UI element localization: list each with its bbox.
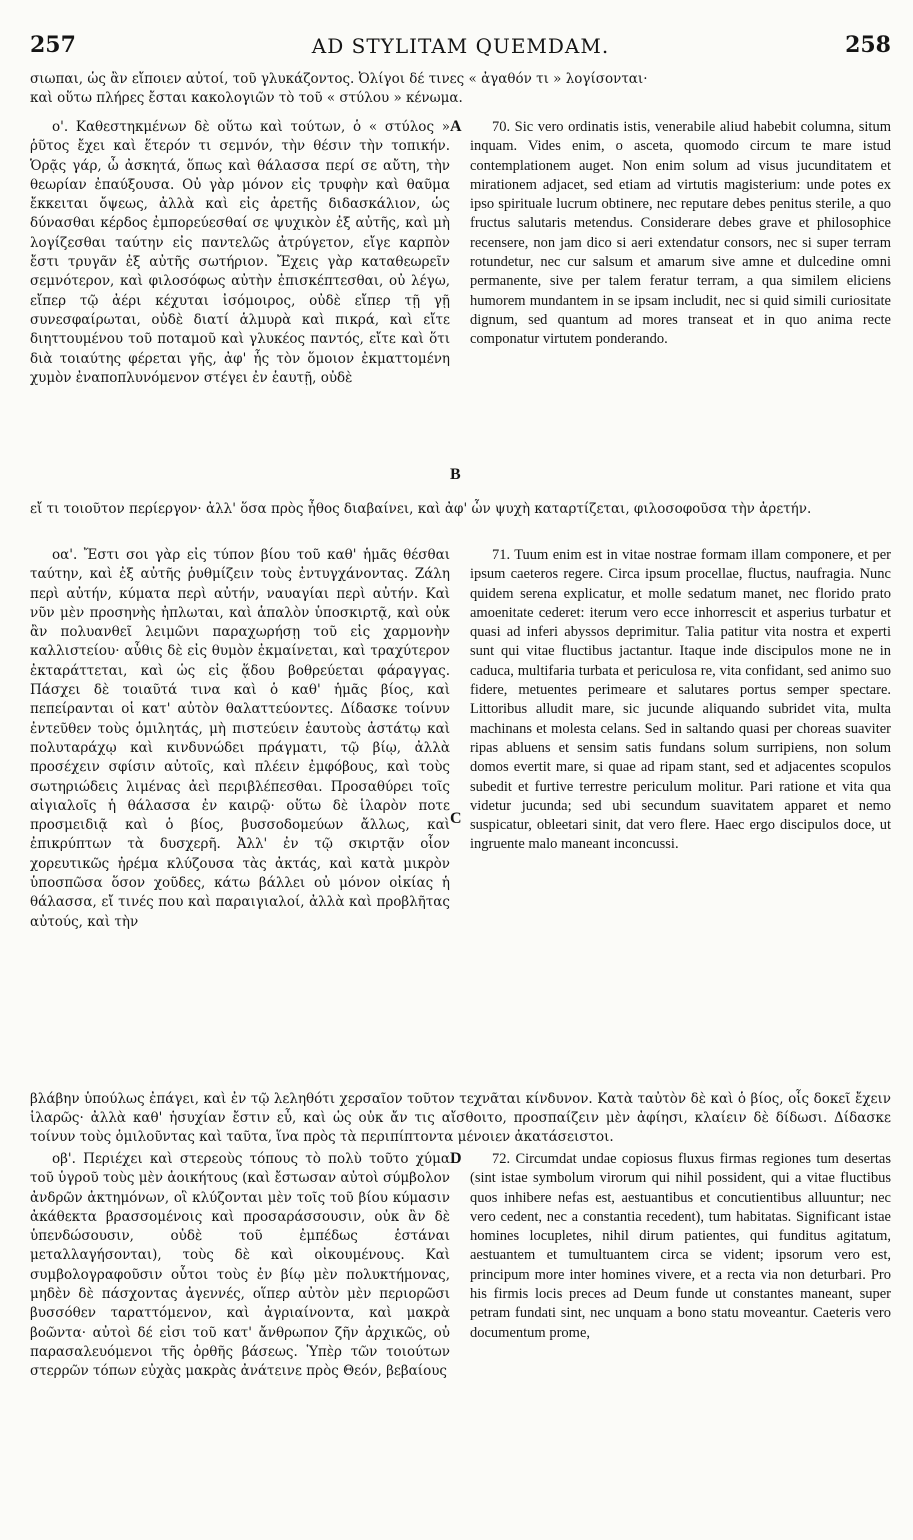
greek-paragraph-72: οβ'. Περιέχει καὶ στερεοὺς τόπους τὸ πολὺ τοῦτο χύμα τοῦ ὑγροῦ τοὺς μὲν ἀοικήτους (καὶ ἔστωσαν αὐτοὶ σύμβολον ἀνδρῶν ἀκτημόνων, οἳ κλύζονται μὲν τοῖς τοῦ βίου κύμασιν ἀκάθεκτα βρασσομένοις καὶ προσαράσσουσιν, οὐκ ἂν δὲ ὑπενδώσουσιν, οὐδὲ τοῦ ἐμπέδως ἑστάναι μεταλλαγήσονται), τοὺς δὲ καὶ οἰκουμένους. Καὶ συμβολογραφοῦσιν οὗτοι τοὺς ἐν βίῳ μὲν πολυκτήμονας, μηδὲν δὲ πάσχοντας ἀγεννές, οἵπερ αὐτὸν μὲν περιορῶσι βυσσόθεν ταραττόμενον, καὶ ἀγριαίνοντα, καὶ μακρὰ βοῶντα· αὐτοὶ δέ εἰσι τοῦ κατ' ἄνθρωπον ζῆν ἀρχικῶς, οὐ παρασαλευόμενοι τῆς ὀρθῆς βάσεως. Ὑπὲρ τῶν τοιούτων στερρῶν τόπων εὐχὰς μακρὰς ἀνάτεινε πρὸς Θεόν, βεβαίους — [30, 1151, 450, 1380]
page-number-left: 257 — [30, 32, 76, 58]
page-number-right: 258 — [845, 32, 891, 58]
greek-paragraph-70: ο'. Καθεστηκμένων δὲ οὕτω καὶ τούτων, ὁ « στύλος » ῥῦτος ἔχει καὶ ἕτερόν τι σεμνόν, τὴν θέσιν τὴν τοπικήν. Ὁρᾷς γάρ, ὦ ἀσκητά, ὅπως καὶ θάλασσα περί σε αὔτη, τὴν θεωρίαν ἐπαύξουσα. Οὐ γὰρ μόνον εἰς τρυφὴν καὶ θαῦμα ἔκκειται ὄψεως, ἀλλὰ καὶ εἰς ἀρετῆς διδασκάλιον, ὡς δύνασθαι κέρδος ἐμπορεύεσθαί σε ψυχικὸν ἐξ αὐτῆς, καὶ μὴ λογίζεσθαι ταύτην εἰς παντελῶς ἀτρύγετον, εἴγε καρπὸν ἔστι τρυγᾶν ἐξ αὐτῆς σωτήριον. Ἔχεις γὰρ καταθεωρεῖν σεμνότερον, καὶ φιλοσόφως αὐτὴν ἐπισκέπτεσθαι, οὐ λέγω, εἴπερ τῷ ἀέρι κέχυται ἰσόμοιρος, οὐδὲ εἴπερ τῇ γῇ συνεσφαίρωται, οὐδὲ διατί ἁλμυρὰ καὶ πικρά, καὶ εἴτε διηττουμένου τοῦ ποταμοῦ καὶ γλυκέος παντός, εἴτε καὶ ὅτι διὰ τοιαύτης φέρεται γῆς, ἀφ' ἧς τὸν ὅμοιον ἐκματτομένη χυμὸν ἐναποπλυνόμενον στέγει ἐν ἑαυτῇ, οὐδὲ — [30, 119, 450, 386]
margin-marker-a: A — [450, 118, 462, 135]
greek-paragraph-71-continued: βλάβην ὑπούλως ἐπάγει, καὶ ἐν τῷ λεληθότι χερσαῖον τοῦτον τεχνᾶται κίνδυνον. Κατὰ ταὐτὸν δὲ καὶ ὁ βίος, οἷς δοκεῖ ἔχειν ἱλαρῶς· ἀλλὰ καθ' ἡσυχίαν ἔστιν εὖ, καὶ ὡς οὐκ ἄν τις αἴσθοιτο, προσπαίζειν μὲν ἀφίησι, κλαίειν δὲ δίδωσι. Δίδασκε τοίνυν τοὺς ὁμιλοῦντας καὶ ταῦτα, ἵνα πρὸς τὰ περιπίπτοντα μένοιεν ἀκατάσειστοι. — [30, 1091, 891, 1145]
greek-paragraph-70-continued: εἴ τι τοιοῦτον περίεργον· ἀλλ' ὅσα πρὸς ἦθος διαβαίνει, καὶ ἀφ' ὧν ψυχὴ καταρτίζεται, φιλοσοφοῦσα τὴν ἀρετήν. — [30, 501, 812, 517]
margin-marker-b: B — [450, 466, 461, 483]
running-title: AD STYLITAM QUEMDAM. — [311, 34, 610, 58]
top-line-2: καὶ οὕτω πλήρες ἔσται κακολογιῶν τὸ τοῦ « στύλου » κένωμα. — [30, 90, 463, 106]
running-header — [30, 32, 891, 62]
margin-marker-c: C — [450, 810, 462, 827]
latin-paragraph-72: 72. Circumdat undae copiosus fluxus firmas regiones tum desertas (sint istae symbolum virorum qui nihil possident, qui a vitae fluctibus quos inhibere nefas est, aestuantibus et concutientibus alluuntur; nec vero cedent, nec a constantia recedent), tum habitatas. Significant istae homines locupletes, nihil dirum patientes, qui funditus agitatum, aestuantem et tumultuantem circa se vident; ipsorum vero est, principum more inter homines vivere, et a recta via non deturbari. Pro his firmis locis preces ad Deum funde ut constantes maneant, super petram fundati sint, nec unquam a bono statu moveantur. Caeteris vero documentum prome, — [470, 1151, 891, 1341]
latin-paragraph-71: 71. Tuum enim est in vitae nostrae formam illam componere, et per ipsum caeteros regere. Circa ipsum procellae, fluctus, naufragia. Nunc quidem serena explicatur, et molle sedatum manet, nec florido prato amoenitate cederet: iterum vero ecce inhorrescit et asperius turbatur et quasi ad inferi abyssos deprimitur. Talia patitur vita nostra et experti sunt qui vitae fluctibus jactantur. Itaque inde discipulos mone ne in caduca, multifaria turbata et periculosa re, vita confidant, sed animo suo fidere, metuentes perimeare et salutares portus semper spectare. Littoribus alludit mare, sic jucunde aliquando subridet vita, multa machinans et molesta celans. Sed in saltando quasi per choreas suaviter ripas abluens et sensim satis fundans solum surripiens, non solum domos evertit mare, si quae ad ripam stant, sed et adjacentes scopulos subedit et furtive terrestre periculum molitur. Pari ratione et vita qua videtur jucunda; sed ubi secundum suavitatem apparet et nemo suspicatur, obleetari sinit, dat vero flere. Haec ergo discipulos doce, ut ingruente malo maneant inconcussi. — [470, 547, 891, 853]
latin-paragraph-70: 70. Sic vero ordinatis istis, venerabile aliud habebit columna, situm inquam. Vides enim, o asceta, quomodo circum te mare istud contemplationem auget. Non enim solum ad visus jucunditatem et mirationem adjacet, sed etiam ad virtutis magisterium: unde potes ex ipso spirituale lucrum obtinere, nec reputare debes penitus sterile, a quo fructus salutaris metendus. Considerare debes grave et philosophice recensere, non jam dico si aeri extendatur consors, nec si super terram rotundetur, nec cur salsum et amarum sive amne et dulcedine omni permanente, sive per talem feratur terram, a qua similem eliciens humorem mundantem in se ipsam includit, nec si quid simili curiositate dignum, sed quantum ad mores transeat et in quo anima recte componatur virtutem ponderando. — [470, 119, 891, 348]
greek-paragraph-71: οα'. Ἔστι σοι γὰρ εἰς τύπον βίου τοῦ καθ' ἡμᾶς θέσθαι ταύτην, καὶ ἐξ αὐτῆς ῥυθμίζειν τοὺς ἐντυγχάνοντας. Ζάλη περὶ αὐτήν, κύματα περὶ αὐτήν, ναυαγίαι περὶ αὐτήν. Καὶ νῦν μὲν προσηνὴς ἠπλωται, καὶ ἁπαλὸν ὑποσκιρτᾷ, καὶ οὐκ ἂν πολυανθεῖ λειμῶνι παραχωρήσῃ τοῦ εἰς χαρμονὴν καλλιστείου· αὖθις δὲ εἰς θυμὸν ἐκμαίνεται, καὶ τραχύτερον ἐκταράττεται, καὶ ὡς εἰς ᾅδου βοθρεύεται φάραγγας. Πάσχει δὲ τοιαῦτά τινα καὶ ὁ καθ' ἡμᾶς βίος, καὶ πεπείρανται οἱ κατ' αὐτὸν θαλαττεύοντες. Δίδασκε τοίνυν ἐντεῦθεν τοὺς ὁμιλητάς, μὴ πιστεύειν ἑαυτοὺς ἀστάτῳ καὶ πολυταράχῳ καὶ κινδυνώδει πράγματι, τῷ βίῳ, ἀλλὰ προσέχειν σφίσιν αὐτοῖς, καὶ πλέειν ἐμφόβους, καὶ τοὺς σωτηριώδεις λιμένας ἀεὶ περιβλέπεσθαι. Προσαθύρει τοῖς αἰγιαλοῖς ἡ θάλασσα ἐν καιρῷ· οὕτω δὲ ἱλαρὸν ποτε προσμειδιᾷ καὶ ὁ βίος, βυσσοδομεύων ἄλλως, καὶ ἐπικρύπτων τὰ δυσχερῆ. Ἀλλ' ἐν τῷ σκιρτᾷν οἷον χορευτικῶς ἠρέμα κλύζουσα τὰς ἀκτάς, καὶ κατὰ μικρὸν ὑποσπῶσα ὅσον χοῦδες, κάτω βάλλει οὐ μόνον οἰκίας ἡ θάλασσα, εἴ τινές που καὶ παραιγιαλοί, ἀλλὰ καὶ προβλῆτας αὐτούς, καὶ τὴν — [30, 547, 450, 930]
top-greek-block — [30, 70, 891, 108]
margin-marker-d: D — [450, 1150, 462, 1167]
top-line-1: σιωπαι, ὡς ἂν εἴποιεν αὐτοί, τοῦ γλυκάζοντος. Ὀλίγοι δέ τινες « ἀγαθόν τι » λογίσονται· — [30, 71, 648, 87]
